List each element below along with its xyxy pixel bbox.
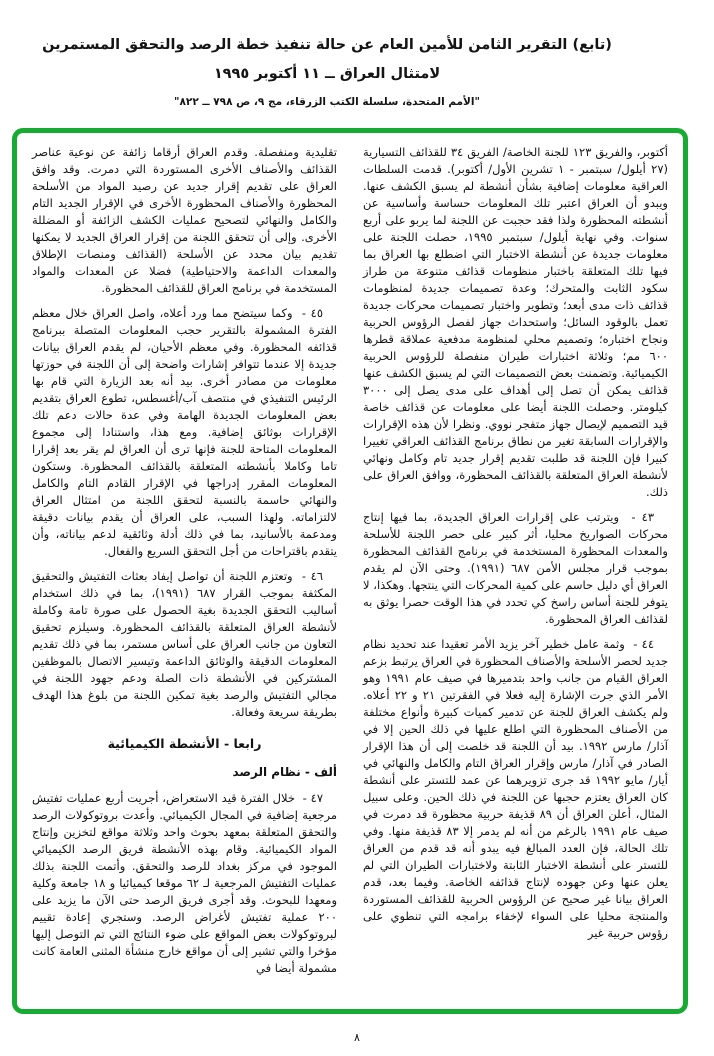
column-right bbox=[363, 144, 668, 1003]
source-citation: "الأمم المتحدة، سلسلة الكتب الزرقاء، مج ٩، ص ٧٩٨ ــ ٨٢٢" bbox=[174, 96, 480, 109]
page-number: ٨ bbox=[354, 1031, 360, 1044]
document-header bbox=[0, 36, 654, 108]
paragraph-44-continuation: تقليدية ومنفصلة. وقدم العراق أرقاما زائفة عن نوعية عناصر القذائف والأصناف الأخرى المستوردة التي دمرت. وقد وافق العراق على تقديم إقرار جديد عن رصيد المواد من الأسلحة المحظورة والأصناف المحظورة الأخرى في الإقرار الجديد التام والكامل والنهائي لتصحيح عمليات الكشف الزائفة أو المضللة الأخرى. وإلى أن تتحقق اللجنة من إقرار العراق الجديد لا يمكنها تقديم بيان محدد عن الأسلحة (القذائف ومنصات الإطلاق والمعدات الداعمة والاحتياطية) فضلا عن المعدات والمواد المستخدمة في برنامج العراق للقذائف المحظورة. bbox=[32, 145, 337, 295]
report-title-line2: لامتثال العراق ــ ١١ أكتوبر ١٩٩٥ bbox=[213, 65, 441, 82]
paragraph-47: ٤٧ - خلال الفترة قيد الاستعراض، أجريت أربع عمليات تفتيش مرجعية إضافية في المجال الكيميائي. وأعدت بروتوكولات الرصد والتحقق المتعلقة بمعهد بحوث واحد وثلاثة مواقع لتخزين وإنتاج المواد الكيميائية. وقام بهذه الأنشطة فريق الرصد الكيميائي الموجود في مركز بغداد للرصد والتحقق. وأتمت اللجنة بذلك عمليات التفتيش المرجعية لـ ٦٢ موقعا كيميائيا و ١٨ جامعة وكلية ومعهدا للبحوث. وقد أجرى فريق الرصد حتى الآن ما يزيد على ٢٠٠ عملية تفتيش لأغراض الرصد. وستجري إعادة تقييم لبروتوكولات بعض المواقع على ضوء النتائج التي تم التوصل إليها مؤخرا والتي تشير إلى أن مواقع خارج منشأة المثنى العامة كانت مشمولة أيضا في bbox=[32, 791, 337, 975]
paragraph-46: ٤٦ - وتعتزم اللجنة أن تواصل إيفاد بعثات التفتيش والتحقيق المكثفة بموجب القرار ٦٨٧ (١٩٩١)، بما في ذلك استخدام أساليب التحقق الجديدة بغية الحصول على صورة تامة وكاملة لأنشطة العراق المتعلقة بالقذائف المحظورة. وسيلزم تحقيق التعاون من جانب العراق على أساس مستمر، بما في ذلك تقديم المعلومات الدقيقة والوثائق الداعمة وتيسير الاتصال بالموظفين المشتركين في الأنشطة ذات الصلة ودعم جهود اللجنة في مجالي التفتيش والرصد بغية تمكين اللجنة من بلوغ هذا الهدف بطريقة سريعة وفعالة. bbox=[32, 569, 338, 719]
section-heading-chemical-activities: رابعا - الأنشطة الكيميائية bbox=[107, 736, 262, 751]
content-frame bbox=[12, 128, 688, 1014]
subsection-heading-monitoring-system: ألف - نظام الرصد bbox=[232, 765, 337, 779]
paragraph-42-continuation: أكتوبر، والفريق ١٢٣ للجنة الخاصة/ الفريق ٣٤ للقذائف التسيارية (٢٧ أيلول/ سبتمبر - ١ تشرين الأول/ أكتوبر). قدمت السلطات العراقية معلومات إضافية بشأن أنشطة لم يسبق الكشف عنها. ويبدو أن العراق اعتبر تلك المعلومات حساسة وأساسية عن أنشطته المحظورة ولذا فقد حجبت عن اللجنة لما يربو على أربع سنوات. وفي نهاية أيلول/ سبتمبر ١٩٩٥، حصلت اللجنة على معلومات جديدة عن أنشطة الاختبار التي اضطلع بها العراق بما فيها تلك المتعلقة باختبار منظومات قذائف متنوعة من طراز سكود الثابت والمتحرك؛ وعدة تصميمات جديدة لمنظومات قذائف ذات مدى أبعد؛ وتطوير واختبار تصميمات محركات جديدة تعمل بالوقود السائل؛ واستحداث جهاز لفصل الرؤوس الحربية ونجاح اختباره؛ وتصميم محلي لمنظومة مدفعية عملاقة قطرها ٦٠٠ مم؛ وثلاثة اختبارات طيران منفصلة للرؤوس الحربية الكيميائية. وتضمنت بعض التصميمات التي لم يسبق الكشف عنها قذائف يمكن أن تصل إلى أهداف على مدى يصل إلى ٣٠٠٠ كيلومتر. وحصلت اللجنة أيضا على معلومات عن قذائف خاصة قيد التصميم لإيصال جهاز متفجر نووي. ونظرا لأن هذه الإقرارات والإقرارات السابقة تغير من نطاق برنامج القذائف العراقي تغييرا كبيرا فإن اللجنة قد طلبت تقديم إقرار جديد تام وكامل ونهائي لأنشطة العراق المتعلقة بالقذائف المحظورة، ووافق العراق على ذلك. bbox=[363, 145, 668, 499]
report-title-line1: (تابع) التقرير الثامن للأمين العام عن حالة تنفيذ خطة الرصد والتحقق المستمرين bbox=[42, 37, 612, 53]
paragraph-44: ٤٤ - وثمة عامل خطير آخر يزيد الأمر تعقيدا عند تحديد نظام جديد لحصر الأسلحة والأصناف المحظورة في العراق يرتبط بزعم العراق القيام من جانب واحد بتدميرها في صيف عام ١٩٩١ وهو الأمر الذي جرت الإشارة إليه فعلا في الفقرتين ٢١ و ٢٢ أعلاه. ولم يكشف العراق للجنة عن تدمير كميات كبيرة وأنواع مختلفة من الأصناف المحظورة التي اطلع عليها في ذلك الحين إلا في آذار/ مارس ١٩٩٢. بيد أن اللجنة قد خلصت إلى أن هذا الإقرار الصادر في آذار/ مارس وإقرار العراق التام والكامل والنهائي في أيار/ مايو ١٩٩٢ قد جرى تزويرهما عن عمد للتستر على أنشطة كان العراق يعتزم حجبها عن اللجنة في ذلك الحين. وعلى سبيل المثال، أعلن العراق أن ٨٩ قذيفة حربية محظورة قد دمرت في صيف عام ١٩٩١ بالرغم من أنه لم يدمر إلا ٨٣ قذيفة منها. وفي تلك الحالة، فإن العدد المبالغ فيه يبدو أنه قد قدم من العراق للتستر على أنشطة الاختبار الثابتة ولاختبارات الطيران التي لم يعلن عنها وعن جهوده لإنتاج قذائفه الخاصة. وفيما بعد، قدم العراق بيانا غير صحيح عن الرؤوس الحربية للقذائف المستوردة والمنتجة محليا على السواء لإخفاء برامجه التي تنطوي على رؤوس حربية غير bbox=[363, 637, 669, 940]
column-left bbox=[32, 144, 337, 1003]
paragraph-43: ٤٣ - ويترتب على إقرارات العراق الجديدة، بما فيها إنتاج محركات الصواريخ محليا، أثر كبير على حصر اللجنة للأسلحة والمعدات المحظورة المستخدمة في برنامج القذائف المحظورة بموجب قرار مجلس الأمن ٦٨٧ (١٩٩١). وحتى الآن لم يقدم العراق أي دليل حاسم على كمية المحركات التي ينتجها. وهكذا، لا يتوفر للجنة أساس راسخ كي تحدد في هذا الوقت حصرا يوثق به لقذائف العراق المحظورة. bbox=[363, 510, 668, 626]
paragraph-45: ٤٥ - وكما سيتضح مما ورد أعلاه، واصل العراق خلال معظم الفترة المشمولة بالتقرير حجب المعلومات المتصلة ببرنامج قذائفه المحظورة. وفي معظم الأحيان، لم يقدم العراق بيانات جديدة إلا عندما تتوافر إشارات واضحة إلى أن اللجنة في حوزتها معلومات من مصادر أخرى. بيد أنه بعد الزيارة التي قام بها الرئيس التنفيذي في منتصف آب/أغسطس، تطوع العراق بتقديم بعض المعلومات الجديدة الهامة وفي عدة حالات دعم تلك الإقرارات بوثائق إضافية. ومع هذا، واستنادا إلى مجموع المعلومات المتاحة للجنة فإنها ترى أن العراق لم يقر بعد إقرارا تاما وكاملا بأنشطته المتعلقة بالقذائف المحظورة. وستكون المعلومات المقرر إدراجها في الإقرار القادم التام والكامل والنهائي حاسمة بالنسبة لتحقق اللجنة من امتثال العراق لالتزاماته. ولهذا السبب، على العراق أن يقدم بيانات دقيقة ومدعمة بالأسانيد، بما في ذلك أدلة وثائقية لدعم بياناته، وأن يتقدم باقتراحات من أجل التحقق السريع والفعال. bbox=[32, 306, 337, 558]
